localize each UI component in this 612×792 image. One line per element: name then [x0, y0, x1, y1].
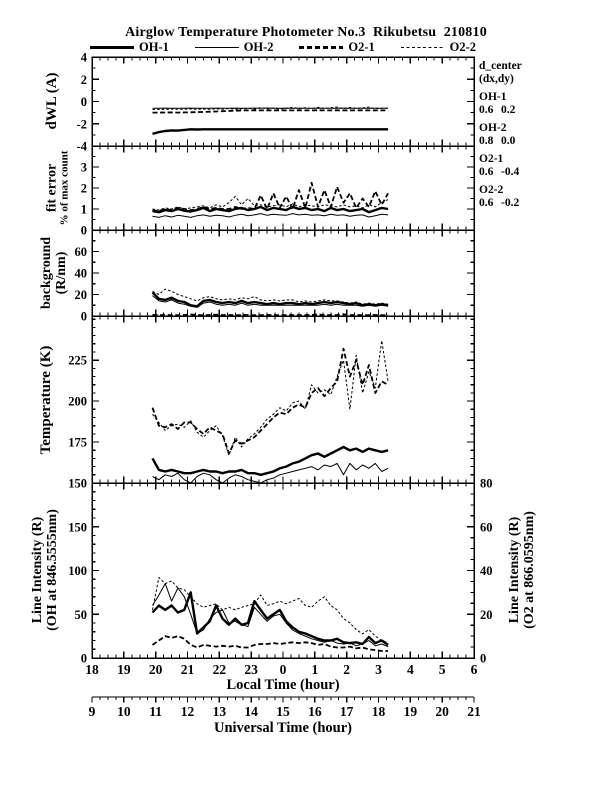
panel-intensity [68, 477, 492, 666]
lt-tick-label: 18 [85, 662, 99, 677]
y-tick-label: 2 [80, 181, 87, 196]
legend-label-oh1: OH-1 [139, 40, 169, 54]
dcenter-entry-o21: O2-1 0.6 -0.4 [479, 153, 520, 178]
y-tick-label: 0 [80, 223, 87, 238]
right-y-tick-label: 20 [480, 607, 493, 622]
lt-tick-label: 3 [375, 662, 382, 677]
panel-background [75, 230, 475, 324]
axis-label-background: background (R/nm) [38, 236, 69, 310]
axis-label-local-time: Local Time (hour) [226, 677, 340, 693]
y-tick-label: -4 [76, 139, 87, 154]
dcenter-annotation [479, 60, 523, 210]
universal-time-axis [89, 697, 481, 719]
y-tick-label: 40 [74, 266, 87, 281]
lt-tick-label: 2 [343, 662, 351, 677]
series-dwl-OH-1 [153, 129, 389, 134]
lt-tick-label: 20 [148, 662, 163, 677]
legend-label-o21: O2-1 [348, 40, 375, 54]
axis-label-universal-time: Universal Time (hour) [213, 720, 353, 736]
lt-tick-label: 23 [244, 662, 258, 677]
axis-label-dwl: dWL (A) [43, 72, 60, 130]
panel-temperature [68, 316, 474, 491]
y-tick-label: 0 [80, 651, 87, 666]
ut-tick-label: 18 [371, 704, 386, 719]
ut-tick-label: 13 [212, 704, 227, 719]
series-fit-error-OH-2 [153, 214, 389, 218]
axis-label-intensity-oh: Line Intensity (R) (OH at 846.5555nm) [29, 509, 60, 631]
ut-tick-label: 10 [117, 704, 131, 719]
dcenter-entry-o22: O2-2 0.6 -0.2 [479, 184, 520, 209]
y-tick-label: 3 [80, 160, 87, 175]
lt-tick-label: 21 [180, 662, 195, 677]
dcenter-subtitle: (dx,dy) [479, 73, 514, 85]
panel-fit-error [81, 146, 474, 238]
ut-tick-label: 15 [276, 704, 290, 719]
legend-label-oh2: OH-2 [243, 40, 274, 54]
right-y-tick-label: 0 [480, 651, 487, 666]
axis-label-intensity-o2: Line Intensity (R) (O2 at 866.0595nm) [506, 511, 537, 629]
ut-tick-label: 19 [403, 704, 418, 719]
y-tick-label: 0 [80, 309, 87, 324]
y-tick-label: 4 [80, 50, 87, 65]
y-tick-label: -2 [76, 117, 87, 132]
lt-tick-label: 4 [406, 662, 414, 677]
axis-label-temperature: Temperature (K) [37, 345, 54, 455]
y-tick-label: 60 [74, 245, 87, 259]
y-tick-label: 1 [80, 202, 87, 217]
y-tick-label: 225 [68, 353, 87, 368]
ut-tick-label: 17 [339, 704, 354, 719]
lt-tick-label: 5 [438, 662, 446, 677]
ut-tick-label: 16 [308, 704, 322, 719]
series-fit-error-OH-1 [153, 207, 389, 212]
series-temperature-O2-2 [153, 341, 389, 456]
series-background-OH-1 [153, 292, 389, 306]
right-y-tick-label: 60 [480, 520, 493, 535]
dcenter-entry-oh2: OH-2 0.8 0.0 [479, 122, 516, 147]
local-time-axis [85, 662, 477, 677]
series-background-OH-2 [153, 296, 389, 308]
axis-label-fit-error: fit error % of max count [44, 150, 71, 226]
y-tick-label: 20 [74, 288, 87, 302]
ut-tick-label: 12 [180, 704, 195, 719]
lt-tick-label: 1 [311, 662, 319, 677]
series-dwl-O2-1 [153, 110, 389, 112]
series-background-O2-2 [153, 289, 389, 304]
ut-tick-label: 14 [244, 704, 258, 719]
series-temperature-OH-1 [153, 447, 389, 475]
ut-tick-label: 20 [435, 704, 449, 719]
series-temperature-O2-1 [153, 349, 389, 454]
lt-tick-label: 0 [279, 662, 287, 677]
y-tick-label: 0 [80, 95, 87, 109]
legend-label-o22: O2-2 [449, 40, 476, 54]
lt-tick-label: 19 [117, 662, 131, 677]
series-background-O2-1 [153, 314, 389, 315]
dcenter-entry-oh1: OH-1 0.6 0.2 [479, 91, 516, 116]
y-tick-label: 150 [68, 476, 87, 491]
right-y-tick-label: 40 [480, 564, 493, 578]
page-title: Airglow Temperature Photometer No.3 Rikubetsu 210810 [125, 25, 487, 40]
y-tick-label: 175 [68, 435, 87, 450]
dcenter-title: d_center [479, 60, 522, 72]
ut-tick-label: 11 [149, 704, 163, 719]
panel-dwl [77, 51, 474, 154]
ut-tick-label: 21 [467, 704, 481, 719]
y-tick-label: 200 [68, 394, 87, 409]
right-y-tick-label: 80 [480, 476, 493, 491]
lt-tick-label: 6 [470, 662, 478, 677]
y-tick-label: 150 [68, 520, 87, 535]
lt-tick-label: 22 [212, 662, 227, 677]
y-tick-label: 100 [68, 564, 87, 578]
y-tick-label: 50 [74, 607, 87, 622]
series-intensity-O2-2 [153, 578, 389, 643]
ut-tick-label: 9 [88, 704, 96, 719]
y-tick-label: 2 [80, 72, 87, 87]
